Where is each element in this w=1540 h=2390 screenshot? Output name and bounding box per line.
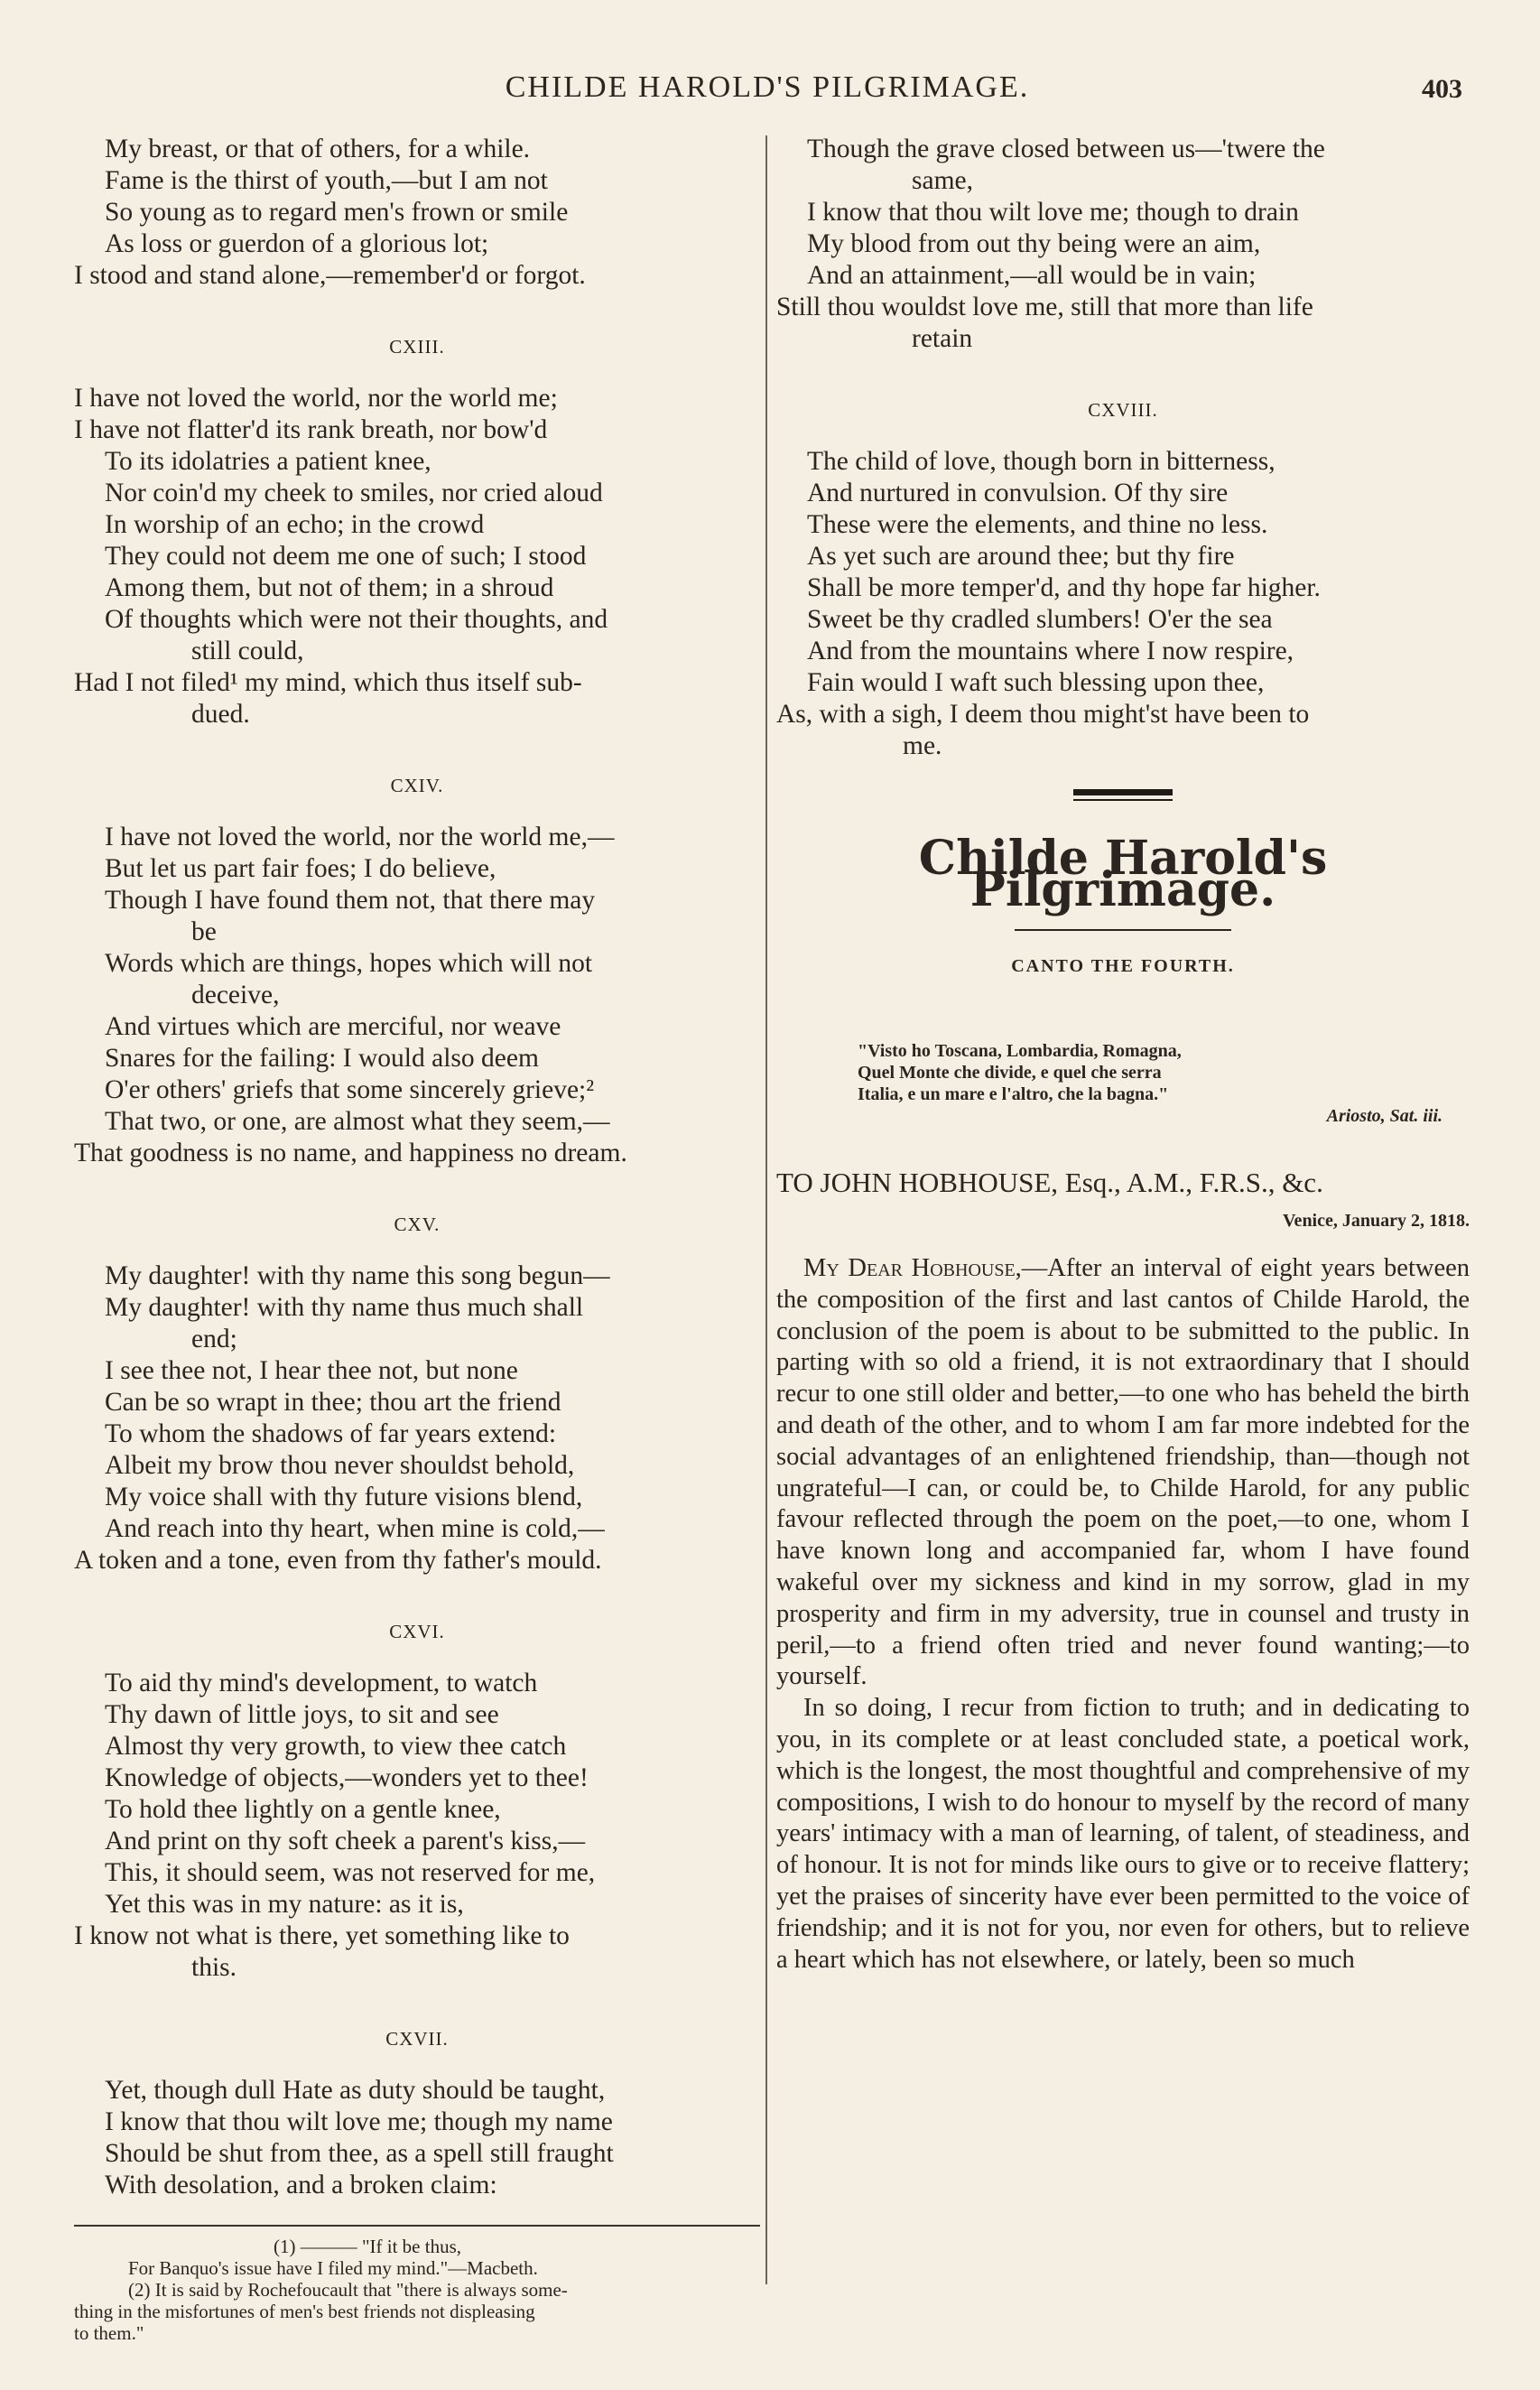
stanza-fragment (74, 134, 760, 292)
verse-line: And nurtured in convulsion. Of thy sire (807, 479, 1229, 507)
verse-line: O'er others' griefs that some sincerely grieve;² (105, 1075, 595, 1104)
section-rule-thick (1073, 789, 1173, 795)
verse-line: Albeit my brow thou never shouldst behold, (105, 1451, 575, 1480)
verse-line: Thy dawn of little joys, to sit and see (105, 1700, 499, 1729)
verse-line: Yet this was in my nature: as it is, (105, 1890, 464, 1919)
verse-line: Though the grave closed between us—'twere the (807, 135, 1325, 163)
stanza-number: CXVI. (389, 1621, 445, 1642)
verse-line: My blood from out thy being were an aim, (807, 229, 1261, 258)
canto-heading: CANTO THE FOURTH. (1011, 956, 1235, 976)
verse-line: The child of love, though born in bitterness, (807, 447, 1276, 476)
stanza-number: CXIV. (390, 775, 444, 796)
verse-line: And from the mountains where I now respire, (807, 637, 1294, 665)
stanza (74, 383, 760, 730)
blackletter-title: Childe Harold's Pilgrimage. (918, 831, 1328, 917)
verse-line: Still thou wouldst love me, still that more than life (776, 293, 1313, 321)
verse-line: be (191, 917, 217, 946)
paragraph: In so doing, I recur from fiction to truth; and in dedicating to you, in its complete or at least concluded state, a poetical work, which is the longest, the most thoughtful and comprehensive of my compositions, I wish to do honour to myself by the record of many years' intimacy with a man of learning, of talent, of steadiness, and of honour. It is not for minds like ours to give or to receive flattery; yet the praises of sincerity have ever been permitted to the voice of friendship; and it is not for you, nor even for others, but to relieve a heart which has not elsewhere, or lately, been so much (776, 1694, 1470, 1974)
verse-line: I have not loved the world, nor the world me; (74, 384, 558, 413)
stanza (776, 446, 1470, 762)
verse-line: I stood and stand alone,—remember'd or forgot. (74, 261, 586, 290)
dedication-body (776, 1253, 1470, 1976)
footnote-line: For Banquo's issue have I filed my mind."—Macbeth. (128, 2257, 538, 2279)
verse-line: My daughter! with thy name this song begun— (105, 1261, 610, 1290)
verse-line: As, with a sigh, I deem thou might'st have been to (776, 700, 1310, 729)
verse-line: Can be so wrapt in thee; thou art the friend (105, 1388, 561, 1417)
stanza (74, 1668, 760, 1984)
verse-line: That goodness is no name, and happiness no dream. (74, 1139, 627, 1167)
verse-line: My breast, or that of others, for a while. (105, 135, 531, 163)
footnote-line: (1) ——— "If it be thus, (273, 2236, 462, 2257)
verse-line: Yet, though dull Hate as duty should be taught, (105, 2076, 606, 2105)
verse-line: I have not loved the world, nor the world me,— (105, 823, 615, 851)
epigraph-line: "Visto ho Toscana, Lombardia, Romagna, (858, 1041, 1182, 1061)
verse-line: Fain would I waft such blessing upon thee, (807, 668, 1265, 697)
verse-line: Had I not filed¹ my mind, which thus itself sub- (74, 668, 582, 697)
verse-line: Words which are things, hopes which will not (105, 949, 593, 978)
verse-line: I know that thou wilt love me; though to drain (807, 198, 1299, 227)
verse-line: My voice shall with thy future visions blend, (105, 1483, 583, 1511)
stanza-number: CXVII. (385, 2028, 449, 2050)
verse-line: And virtues which are merciful, nor weave (105, 1012, 561, 1041)
verse-line: end; (191, 1325, 237, 1353)
verse-line: And reach into thy heart, when mine is cold,— (105, 1514, 605, 1543)
verse-line: This, it should seem, was not reserved for me, (105, 1858, 596, 1887)
footnote-line: to them." (74, 2322, 144, 2344)
verse-line: My daughter! with thy name thus much shall (105, 1293, 584, 1322)
verse-line: I see thee not, I hear thee not, but none (105, 1356, 518, 1385)
stanza-fragment (776, 134, 1470, 355)
verse-line: So young as to regard men's frown or smile (105, 198, 569, 227)
verse-line: Fame is the thirst of youth,—but I am not (105, 166, 548, 195)
left-column (74, 134, 760, 2344)
title-rule (1015, 929, 1231, 931)
verse-line: Snares for the failing: I would also deem (105, 1044, 539, 1073)
paragraph-text: —After an interval of eight years between the composition of the first and last cantos of Childe Harold, the conclusion of the poem is about to be submitted to the public. In parting with so old a friend, it is not extraordinary that I should recur to one still older and better,—to one who has beheld the birth and death of the other, and to whom I am far more indebted for the social advantages of an enlightened friendship, than—though not ungrateful—I can, or could be, to Childe Harold, for any public favour reflected through the poem on the poet,—to one, whom I have known long and accompanied far, whom I have found wakeful over my sickness and kind in my sorrow, glad in my prosperity and firm in my adversity, true in counsel and trusty in peril,—to a friend often tried and never found wanting;—to yourself. (776, 1254, 1470, 1691)
verse-line: Should be shut from thee, as a spell still fraught (105, 2139, 614, 2168)
verse-line: They could not deem me one of such; I stood (105, 542, 587, 571)
verse-line: As loss or guerdon of a glorious lot; (105, 229, 489, 258)
footnote-line: thing in the misfortunes of men's best friends not displeasing (74, 2301, 535, 2322)
verse-line: Though I have found them not, that there may (105, 886, 596, 915)
verse-line: With desolation, and a broken claim: (105, 2171, 497, 2199)
verse-line: retain (912, 324, 973, 353)
verse-line: Almost thy very growth, to view thee catch (105, 1732, 567, 1761)
verse-line: same, (912, 166, 973, 195)
verse-line: Nor coin'd my cheek to smiles, nor cried aloud (105, 479, 603, 507)
verse-line: this. (191, 1953, 237, 1982)
page-number: 403 (1422, 74, 1462, 104)
verse-line: I have not flatter'd its rank breath, nor bow'd (74, 415, 548, 444)
verse-line: In worship of an echo; in the crowd (105, 510, 485, 539)
verse-line: dued. (191, 700, 250, 729)
verse-line: I know not what is there, yet something like to (74, 1921, 570, 1950)
verse-line: Shall be more temper'd, and thy hope far higher. (807, 573, 1321, 602)
verse-line: Among them, but not of them; in a shroud (105, 573, 554, 602)
stanza-number: CXIII. (389, 336, 445, 358)
epigraph-citation: Ariosto, Sat. iii. (1326, 1106, 1443, 1126)
footnote-line: (2) It is said by Rochefoucault that "there is always some- (128, 2279, 568, 2301)
stanza-number: CXVIII. (1088, 399, 1158, 421)
verse-line: These were the elements, and thine no less. (807, 510, 1268, 539)
verse-line: To its idolatries a patient knee, (105, 447, 431, 476)
epigraph-line: Italia, e un mare e l'altro, che la bagna." (858, 1084, 1169, 1104)
stanza (74, 822, 760, 1169)
page-header (72, 70, 1462, 116)
column-divider (765, 135, 767, 2284)
running-title: CHILDE HAROLD'S PILGRIMAGE. (505, 70, 1030, 104)
verse-line: Knowledge of objects,—wonders yet to thee! (105, 1763, 589, 1792)
section-rule-thin (1073, 799, 1173, 801)
verse-line: As yet such are around thee; but thy fire (807, 542, 1235, 571)
verse-line: deceive, (191, 981, 280, 1009)
verse-line: To aid thy mind's development, to watch (105, 1669, 538, 1697)
verse-line: And an attainment,—all would be in vain; (807, 261, 1257, 290)
verse-line: To whom the shadows of far years extend: (105, 1419, 557, 1448)
epigraph-line: Quel Monte che divide, e quel che serra (858, 1063, 1162, 1083)
stanza (74, 2075, 760, 2201)
footnotes (74, 2236, 760, 2344)
paragraph (776, 1253, 1470, 1693)
verse-line: me. (903, 731, 942, 760)
verse-line: But let us part fair foes; I do believe, (105, 854, 496, 883)
verse-line: To hold thee lightly on a gentle knee, (105, 1795, 501, 1824)
footnote-rule (74, 2225, 760, 2227)
verse-line: I know that thou wilt love me; though my name (105, 2107, 613, 2136)
verse-line: That two, or one, are almost what they seem,— (105, 1107, 610, 1136)
verse-line: A token and a tone, even from thy father's mould. (74, 1546, 602, 1575)
verse-line: And print on thy soft cheek a parent's kiss,— (105, 1827, 586, 1855)
right-column (776, 134, 1470, 1976)
dedication-place-date: Venice, January 2, 1818. (1282, 1211, 1470, 1231)
verse-line: Of thoughts which were not their thoughts, and (105, 605, 608, 634)
salutation: My Dear Hobhouse, (803, 1254, 1022, 1282)
verse-line: still could, (191, 637, 304, 665)
verse-line: Sweet be thy cradled slumbers! O'er the sea (807, 605, 1273, 634)
dedication-heading: TO JOHN HOBHOUSE, Esq., A.M., F.R.S., &c. (776, 1167, 1323, 1198)
epigraph (776, 1040, 1470, 1127)
stanza-number: CXV. (394, 1214, 441, 1235)
stanza (74, 1260, 760, 1576)
